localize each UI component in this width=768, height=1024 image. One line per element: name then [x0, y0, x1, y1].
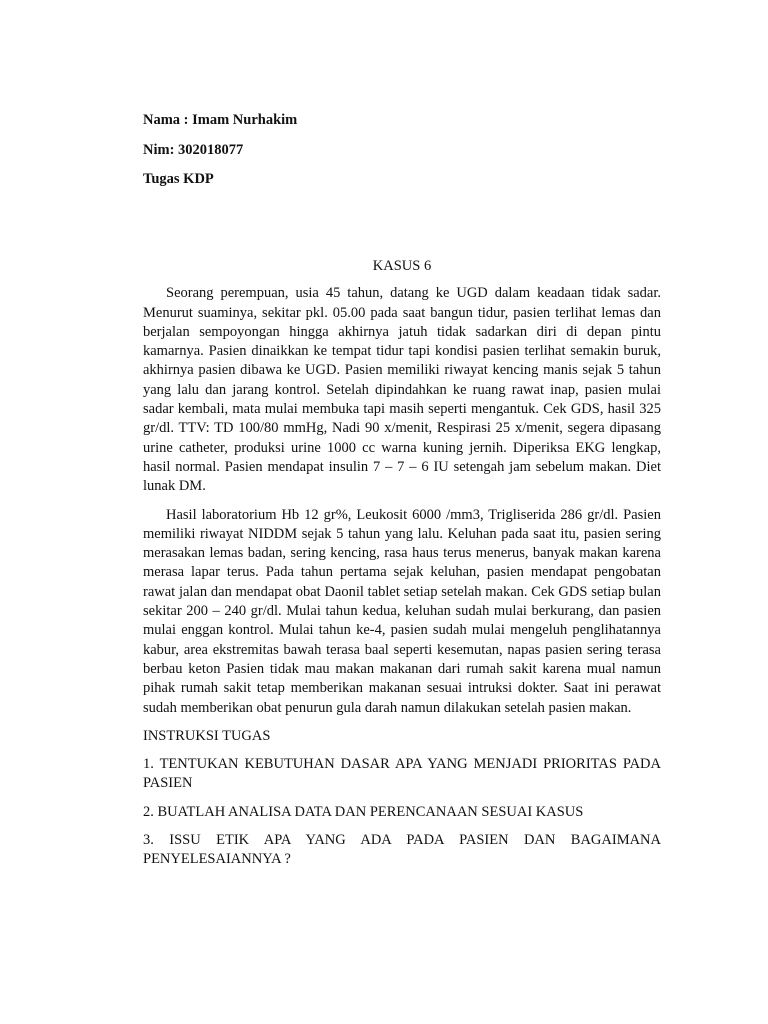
- task-title: Tugas KDP: [143, 171, 214, 187]
- instruction-item-1: 1. TENTUKAN KEBUTUHAN DASAR APA YANG MENJADI PRIORITAS PADA PASIEN: [143, 756, 661, 792]
- case-paragraph-1: Seorang perempuan, usia 45 tahun, datang ke UGD dalam keadaan tidak sadar. Menurut suaminya, sekitar pkl. 05.00 pada saat bangun tidur, pasien terlihat lemas dan berjalan sempoyongan hingga akhirnya jatuh tidak sadarkan diri di depan pintu kamarnya. Pasien dinaikkan ke tempat tidur tapi kondisi pasien terlihat semakin buruk, akhirnya pasien dibawa ke UGD. Pasien memiliki riwayat kencing manis sejak 5 tahun yang lalu dan jarang kontrol. Setelah dipindahkan ke ruang rawat inap, pasien mulai sadar kembali, mata mulai membuka tapi masih seperti mengantuk. Cek GDS, hasil 325 gr/dl. TTV: TD 100/80 mmHg, Nadi 90 x/menit, Respirasi 25 x/menit, segera dipasang urine catheter, produksi urine 1000 cc warna kuning jernih. Diperiksa EKG lengkap, hasil normal. Pasien mendapat insulin 7 – 7 – 6 IU setengah jam sebelum makan. Diet lunak DM.: [143, 285, 661, 495]
- instruction-item-3: 3. ISSU ETIK APA YANG ADA PADA PASIEN DAN BAGAIMANA PENYELESAIANNYA ?: [143, 832, 661, 868]
- instruction-item-2: 2. BUATLAH ANALISA DATA DAN PERENCANAAN SESUAI KASUS: [143, 803, 584, 820]
- student-name: Nama : Imam Nurhakim: [143, 112, 298, 128]
- case-title: KASUS 6: [372, 258, 432, 274]
- instructions-heading: INSTRUKSI TUGAS: [143, 727, 271, 744]
- case-content: [143, 257, 661, 879]
- case-paragraph-2: Hasil laboratorium Hb 12 gr%, Leukosit 6000 /mm3, Trigliserida 286 gr/dl. Pasien memiliki riwayat NIDDM sejak 5 tahun yang lalu. Keluhan pada saat itu, pasien sering merasakan lemas badan, sering kencing, rasa haus terus menerus, banyak makan karena merasa lapar terus. Pada tahun pertama sejak keluhan, pasien mendapat pengobatan rawat jalan dan mendapat obat Daonil tablet setiap setelah makan. Cek GDS setiap bulan sekitar 200 – 240 gr/dl. Mulai tahun kedua, keluhan sudah mulai berkurang, dan pasien mulai enggan kontrol. Mulai tahun ke-4, pasien sudah mulai mengeluh penglihatannya kabur, area ekstremitas bawah terasa baal seperti kesemutan, napas pasien sering terasa berbau keton Pasien tidak mau makan makanan dari rumah sakit karena mual namun pihak rumah sakit tetap memberikan makanan sesuai intruksi dokter. Saat ini perawat sudah memberikan obat penurun gula darah namun dilakukan setelah pasien makan.: [143, 506, 661, 716]
- student-nim: Nim: 302018077: [143, 142, 244, 158]
